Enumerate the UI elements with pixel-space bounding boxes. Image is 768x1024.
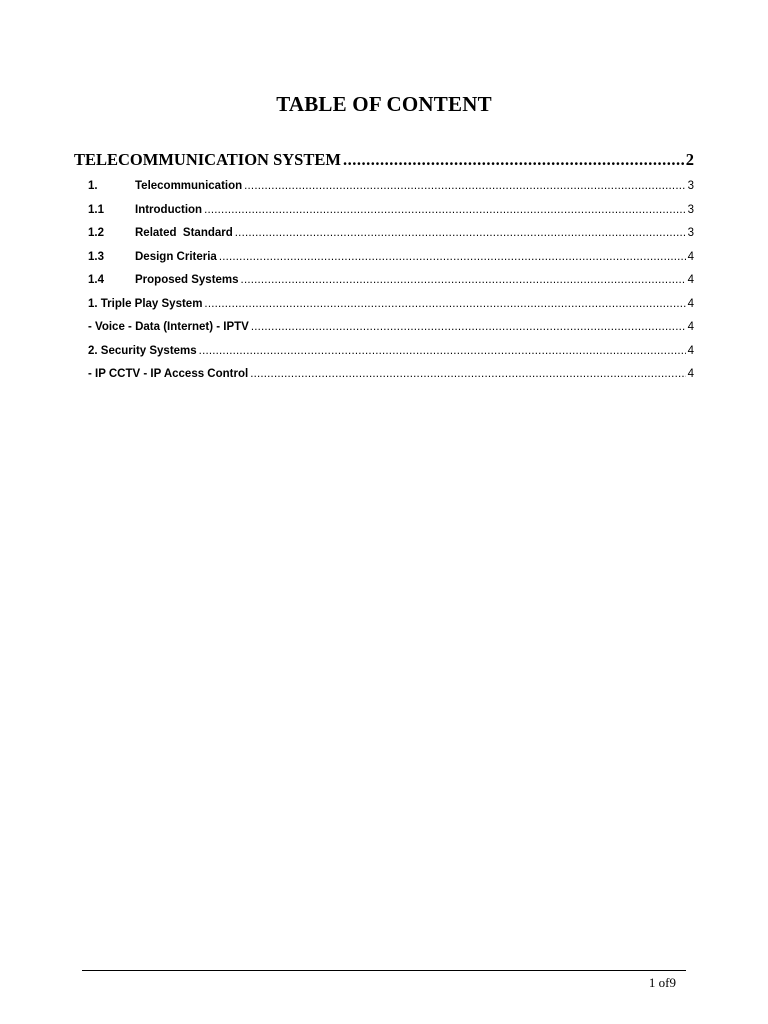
toc-entry-label: - IP CCTV - IP Access Control (88, 368, 249, 380)
toc-entry-page: 4 (687, 274, 694, 286)
toc-dot-leader (251, 321, 686, 333)
toc-entry-page: 4 (687, 250, 694, 263)
toc-entry-label: Introduction (135, 203, 203, 216)
toc-entry-design-criteria[interactable] (88, 251, 694, 263)
toc-entry-page: 4 (687, 368, 694, 380)
toc-entry-label: Telecommunication (135, 180, 243, 192)
toc-entry-page: 3 (687, 203, 694, 216)
toc-entry-number: 1.3 (88, 250, 104, 263)
toc-entry-voice-data-iptv[interactable] (88, 321, 694, 333)
toc-entry-page: 3 (687, 227, 694, 239)
toc-entry-number: 1.1 (88, 203, 104, 216)
toc-entry-label: - Voice - Data (Internet) - IPTV (88, 321, 249, 333)
toc-dot-leader (250, 368, 685, 380)
toc-entry-label: 1. Triple Play System (88, 297, 203, 310)
toc-dot-leader (241, 274, 686, 286)
toc-dot-leader (343, 150, 684, 170)
toc-entry-label: Related Standard (135, 227, 233, 239)
toc-entry-security-systems[interactable] (88, 345, 694, 357)
toc-dot-leader (219, 251, 686, 263)
toc-dot-leader (204, 298, 685, 310)
toc-entry-proposed-systems[interactable] (88, 274, 694, 286)
toc-entry-number: 1.2 (88, 227, 104, 239)
footer-divider (82, 970, 686, 971)
toc-entry-page: 4 (687, 297, 694, 310)
toc-entry-page: 2 (685, 150, 694, 169)
toc-entry-related-standard[interactable] (88, 227, 694, 239)
toc-entry-triple-play-system[interactable] (88, 298, 694, 310)
toc-entry-label: TELECOMMUNICATION SYSTEM (74, 150, 341, 169)
toc-entry-introduction[interactable] (88, 204, 694, 216)
toc-entry-label: 2. Security Systems (88, 344, 197, 357)
toc-entry-label: Proposed Systems (135, 274, 239, 286)
toc-entry-page: 4 (687, 321, 694, 333)
toc-entry-number: 1. (88, 180, 98, 192)
toc-entry-page: 4 (687, 344, 694, 357)
toc-entry-telecommunication[interactable] (88, 180, 694, 192)
toc-entry-ip-cctv-access-control[interactable] (88, 368, 694, 380)
toc-entry-page: 3 (687, 180, 694, 192)
toc-dot-leader (235, 227, 686, 239)
toc-entry-telecommunication-system[interactable] (74, 150, 694, 170)
toc-dot-leader (244, 180, 685, 192)
page-number: 1 of9 (648, 975, 676, 990)
toc-entry-number: 1.4 (88, 274, 104, 286)
toc-entry-label: Design Criteria (135, 250, 217, 263)
page-title: TABLE OF CONTENT (276, 92, 492, 116)
toc-dot-leader (199, 345, 686, 357)
toc-dot-leader (204, 204, 686, 216)
